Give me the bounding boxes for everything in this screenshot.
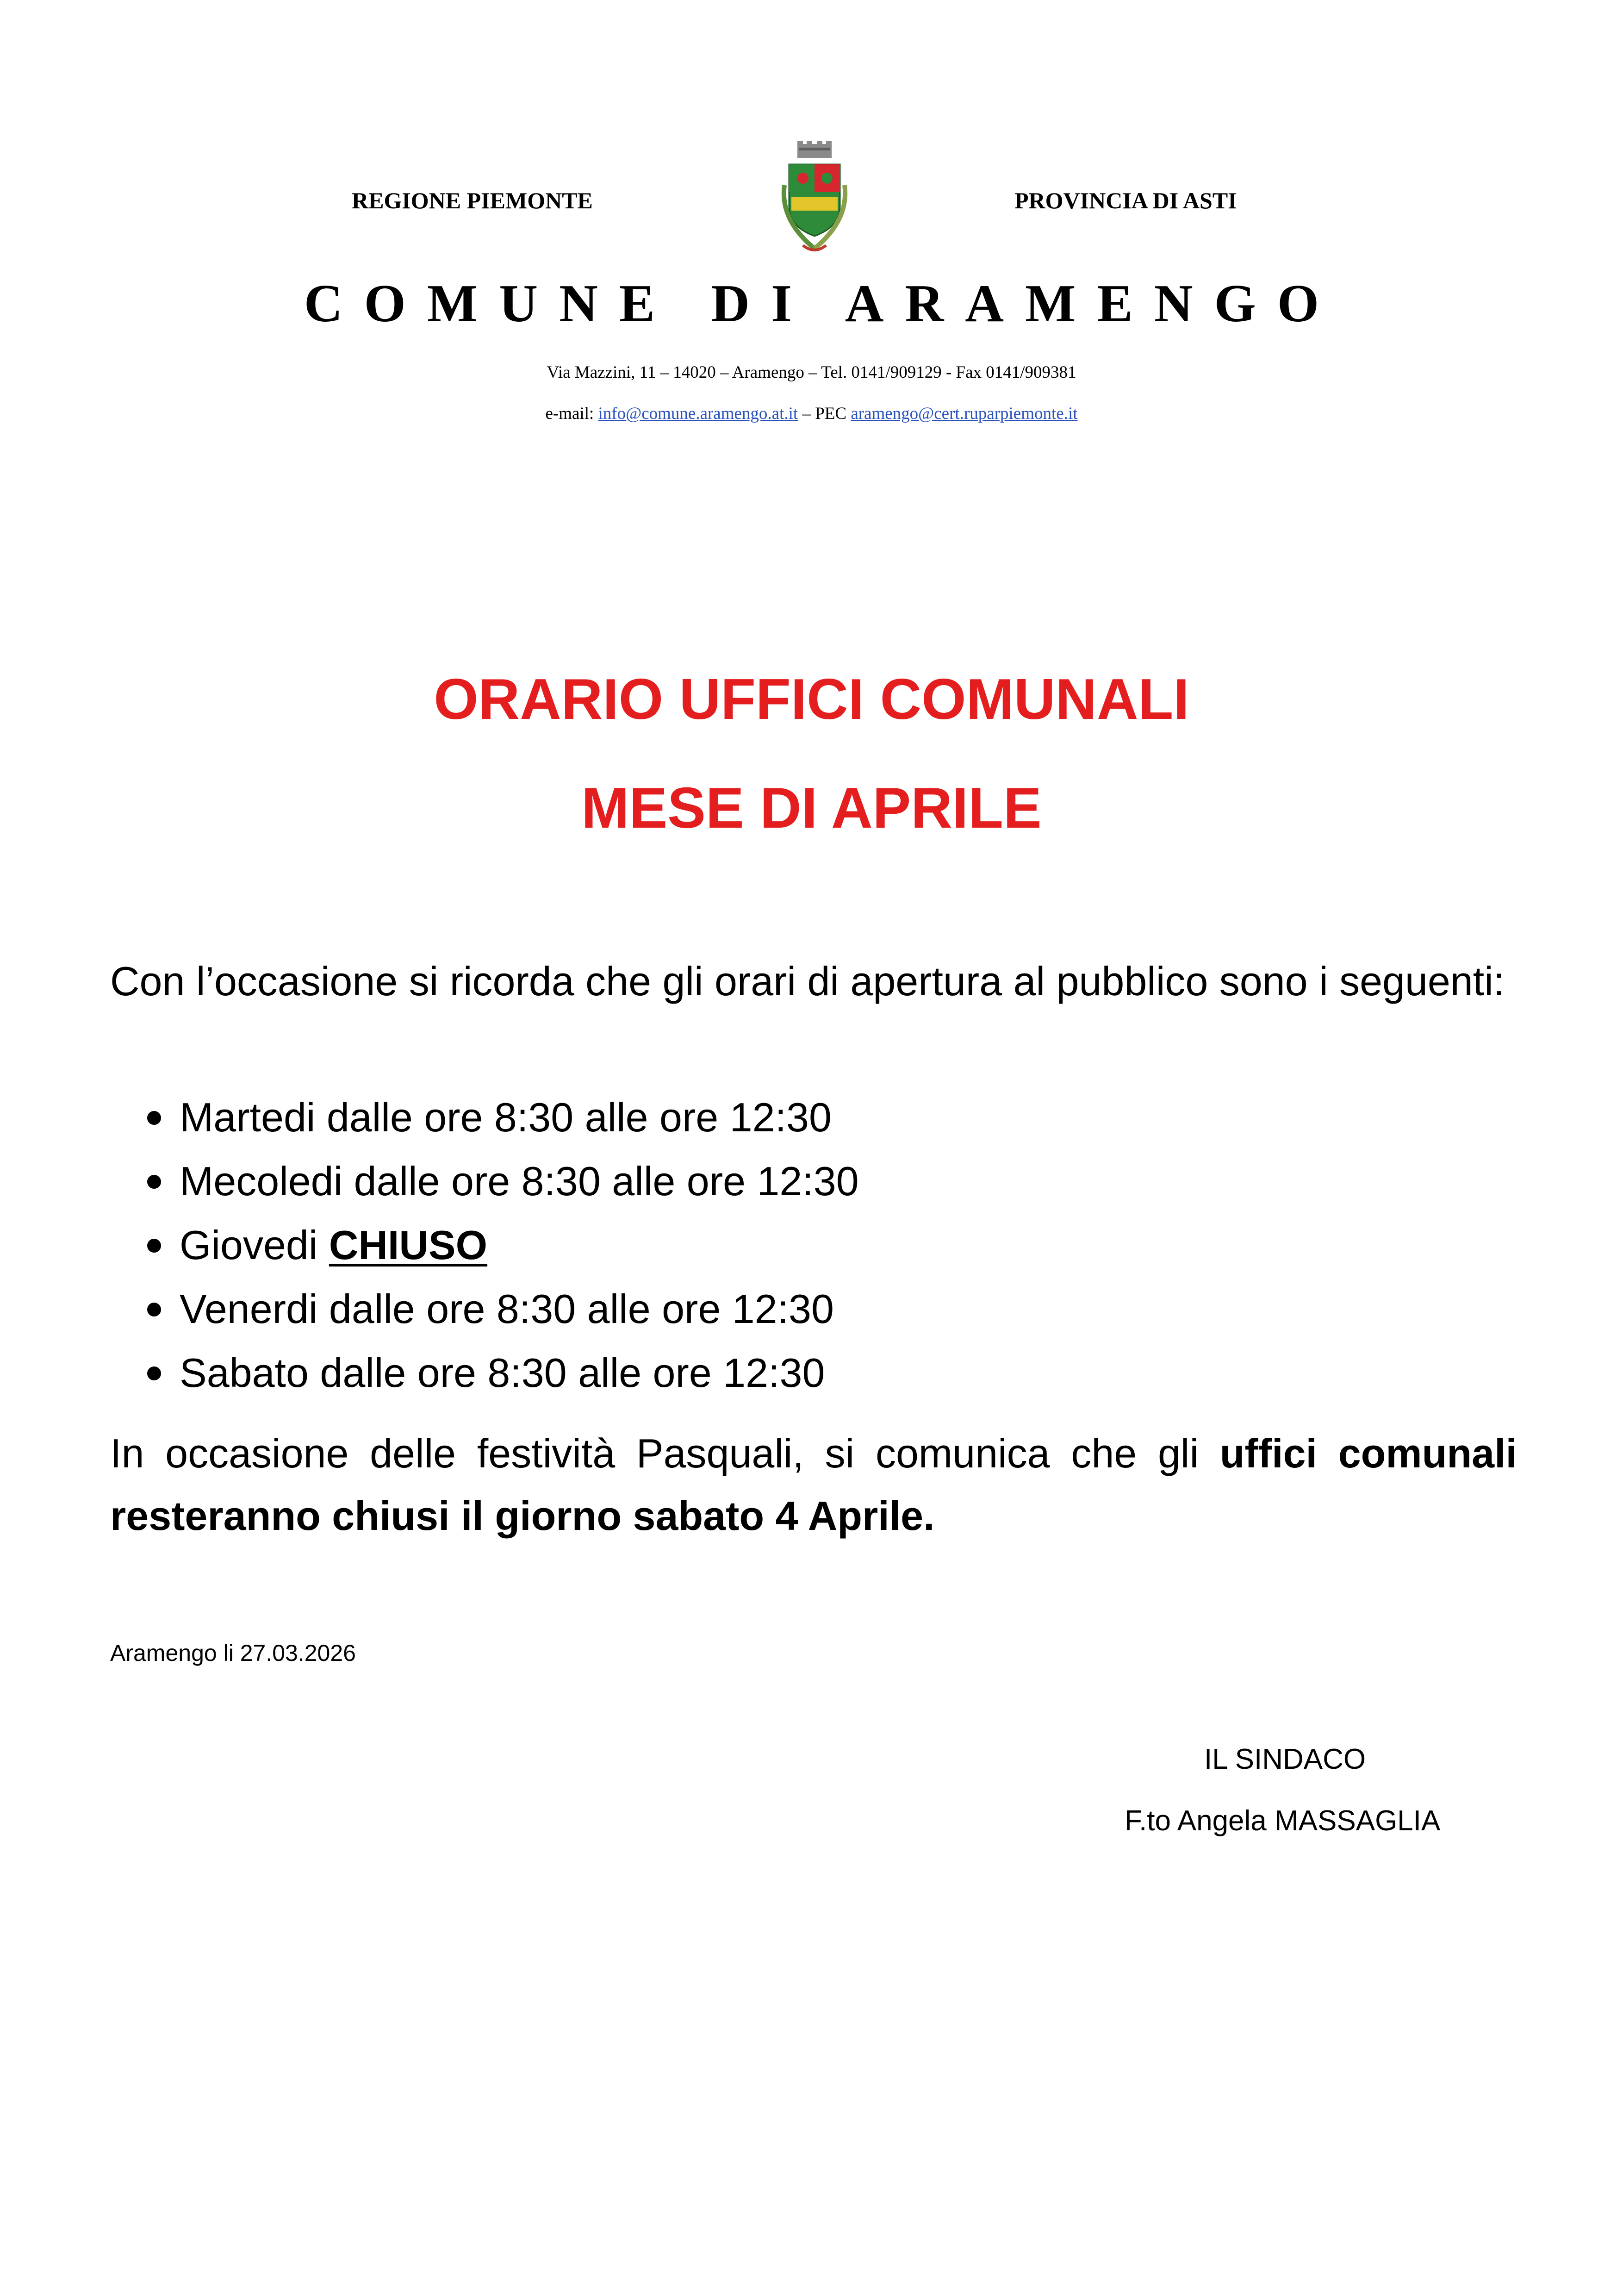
list-item: [139, 1149, 859, 1213]
easter-text: In occasione delle festività Pasquali, si comunica che gli: [110, 1430, 1220, 1476]
opening-hours-list: [139, 1086, 859, 1405]
notice-title: ORARIO UFFICI COMUNALI: [434, 668, 1189, 731]
day-name: Sabato: [180, 1350, 309, 1396]
email-link[interactable]: info@comune.aramengo.at.it: [598, 404, 798, 423]
region-label: REGIONE PIEMONTE: [352, 187, 593, 213]
list-item: [139, 1341, 859, 1405]
bullet-icon: [147, 1239, 161, 1253]
list-item: [139, 1213, 859, 1277]
municipality-name: COMUNE DI ARAMENGO: [304, 274, 1341, 333]
list-item: [139, 1086, 859, 1149]
bullet-icon: [147, 1111, 161, 1125]
easter-closure: uffici comunali resteranno chiusi il giorno sabato 4 Aprile.: [110, 1430, 1517, 1539]
day-name: Mecoledi: [180, 1158, 343, 1204]
bullet-icon: [147, 1303, 161, 1316]
day-hours: dalle ore 8:30 alle ore 12:30: [354, 1158, 859, 1204]
signer-title: IL SINDACO: [1204, 1743, 1366, 1775]
province-label: PROVINCIA DI ASTI: [1014, 187, 1237, 213]
municipal-coat-of-arms-icon: [771, 141, 858, 257]
municipality-address: Via Mazzini, 11 – 14020 – Aramengo – Tel. 0141/909129 - Fax 0141/909381: [547, 363, 1076, 382]
closed-label: CHIUSO: [329, 1222, 488, 1268]
day-name: Martedi: [180, 1094, 316, 1140]
day-hours: dalle ore 8:30 alle ore 12:30: [320, 1350, 825, 1396]
email-label: e-mail:: [545, 404, 598, 423]
day-name: Venerdi: [180, 1286, 318, 1332]
list-item: [139, 1277, 859, 1341]
day-hours: dalle ore 8:30 alle ore 12:30: [326, 1094, 832, 1140]
intro-paragraph: Con l’occasione si ricorda che gli orari di apertura al pubblico sono i seguenti:: [110, 958, 1505, 1004]
day-name: Giovedi: [180, 1222, 318, 1268]
pec-label: – PEC: [798, 404, 851, 423]
bullet-icon: [147, 1366, 161, 1380]
pec-link[interactable]: aramengo@cert.ruparpiemonte.it: [851, 404, 1078, 423]
signer-name: F.to Angela MASSAGLIA: [1125, 1805, 1441, 1837]
notice-subtitle: MESE DI APRILE: [581, 776, 1042, 840]
easter-notice: [110, 1422, 1517, 1547]
bullet-icon: [147, 1175, 161, 1189]
contacts-line: [0, 404, 1623, 424]
day-hours: dalle ore 8:30 alle ore 12:30: [329, 1286, 834, 1332]
document-date: Aramengo li 27.03.2026: [110, 1640, 356, 1666]
